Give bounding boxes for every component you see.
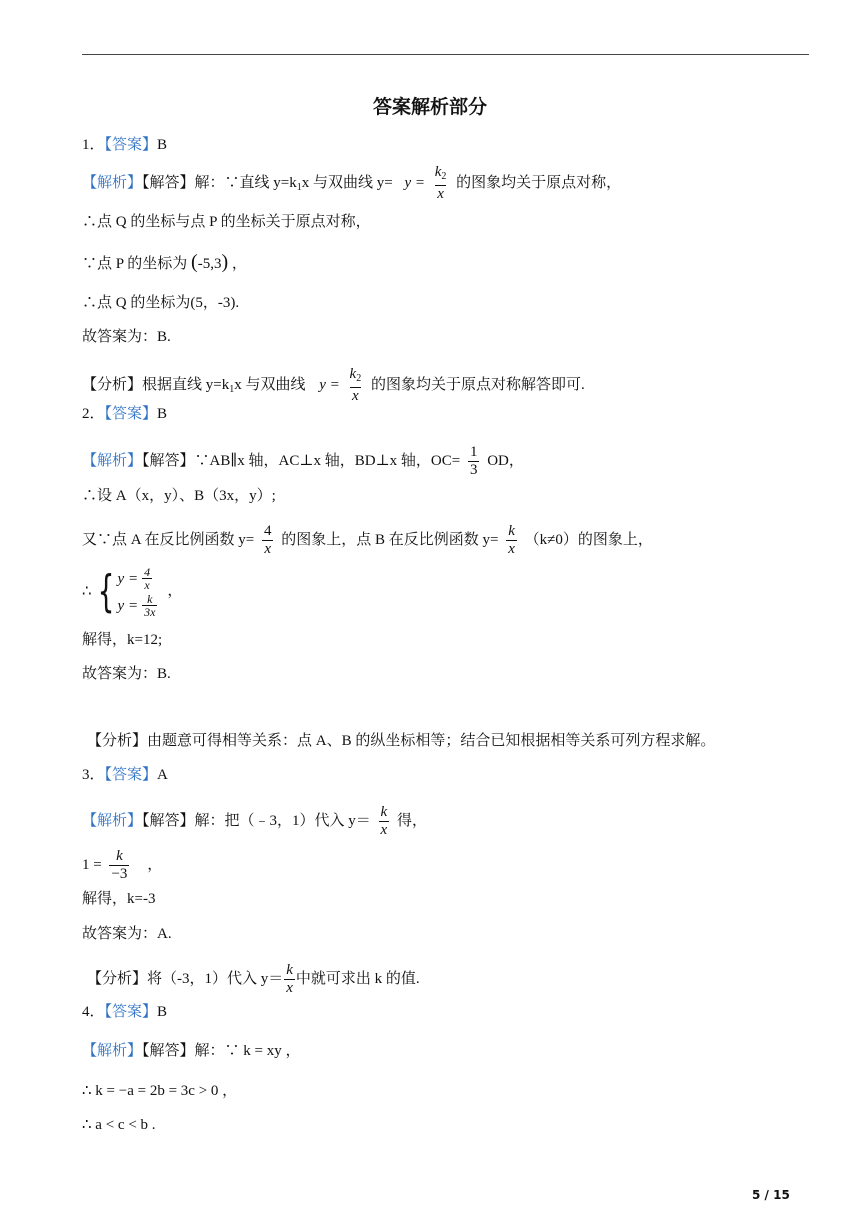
q4-jiexi-tag: 【解析】 (82, 1043, 143, 1059)
q1-fraction: $\frac{k_2}{x}$ (434, 164, 447, 202)
q3-answer-line (82, 765, 168, 785)
q3-fraction-k-over-minus3: $\frac{k}{-3}$ (111, 848, 128, 882)
q1-formula-lhs: y = (404, 174, 425, 191)
q1-solution-line-3: ∵点 P 的坐标为 (-5,3) ， (82, 251, 247, 273)
q3-solution-line-1: 【解析】【解答】解：把（﹣3，1）代入 y＝ $\frac{k}{x}$ 得， (82, 804, 427, 838)
q3-solution-line-3: 解得，k=-3 (82, 891, 156, 907)
q1-text: 的图象均关于原点对称， (456, 174, 622, 191)
q1-text: x 与双曲线 y= (301, 174, 393, 191)
q3-answer: A (157, 767, 168, 783)
q3-number: 3． (82, 767, 105, 783)
q1-subscript: 1 (296, 181, 302, 193)
q1-answer-line (82, 135, 167, 155)
q1-solution-line-2: ∴点 Q 的坐标与点 P 的坐标关于原点对称， (82, 214, 371, 230)
q2-fraction-4-over-x: $\frac{4}{x}$ (263, 523, 272, 557)
q4-answer-line (82, 1002, 167, 1022)
page-number: 5 / 15 (752, 1188, 790, 1202)
header-rule (82, 54, 809, 55)
q2-solution-line-6: 故答案为：B. (82, 666, 171, 682)
q1-jiexi-tag: 【解析】 (82, 174, 143, 191)
q2-answer-tag: 【答案】 (104, 406, 158, 422)
q4-solution-line-1: 【解析】【解答】解：∵ k = xy ， (82, 1043, 301, 1059)
q2-fraction-one-third: $\frac{1}{3}$ (469, 444, 478, 478)
q2-answer-line (82, 404, 167, 424)
q3-solution-line-2: 1 = $\frac{k}{-3}$ ， (82, 848, 163, 882)
q1-solution-line-5: 故答案为：B. (82, 329, 171, 345)
q3-solution-line-4: 故答案为：A. (82, 926, 172, 942)
q2-equation-system: ∴ { y = $\frac{4}{x}$ y = $\frac{k}{3x}$ ， (82, 565, 183, 619)
q2-solution-line-5: 解得，k=12; (82, 632, 163, 648)
q4-answer-tag: 【答案】 (104, 1004, 158, 1020)
q1-analysis-fraction: $\frac{k_2}{x}$ (349, 366, 362, 404)
q1-answer: B (157, 137, 168, 153)
q2-jiexi-tag: 【解析】 (82, 452, 143, 469)
page-title: 答案解析部分 (372, 96, 487, 118)
q2-solution-line-2: ∴设 A（x，y）、B（3x，y）; (82, 488, 276, 504)
q3-jiexi-tag: 【解析】 (82, 812, 143, 829)
q1-number: 1． (82, 137, 105, 153)
q1-answer-tag: 【答案】 (104, 137, 158, 153)
q1-solution-line-1 (82, 164, 621, 203)
q1-analysis: 【分析】根据直线 $y=k_1x$ 与双曲线 y = $\frac{k_2}{x}$ 的图象均关于原点对称解答即可. (82, 366, 585, 404)
q2-solution-line-3: 又∵点 A 在反比例函数 y= $\frac{4}{x}$ 的图象上，点 B 在反比例函数 y= $\frac{k}{x}$ （k≠0）的图象上， (82, 523, 653, 557)
q4-solution-line-2: ∴ k = −a = 2b = 3c > 0 ， (82, 1083, 238, 1099)
q2-number: 2． (82, 406, 105, 422)
q4-number: 4． (82, 1004, 105, 1020)
q4-answer: B (157, 1004, 168, 1020)
q2-analysis: 【分析】由题意可得相等关系：点 A、B 的纵坐标相等；结合已知根据相等关系可列方程求解。 (87, 733, 716, 749)
q1-text: 【解答】解：∵直线 y=k (142, 174, 297, 191)
q3-answer-tag: 【答案】 (104, 767, 158, 783)
q1-solution-line-4: ∴点 Q 的坐标为(5，-3). (82, 295, 240, 311)
q2-fraction-k-over-x: $\frac{k}{x}$ (508, 523, 515, 557)
q3-fraction-k-over-x: $\frac{k}{x}$ (380, 804, 388, 838)
q2-solution-line-1: 【解析】【解答】∵AB∥x 轴，AC⊥x 轴，BD⊥x 轴，OC= $\frac{1}{3}$ OD， (82, 444, 524, 478)
q4-solution-line-3: ∴ a < c < b . (82, 1117, 156, 1133)
q1-point-p: -5,3 (197, 256, 222, 272)
q2-answer: B (157, 406, 168, 422)
q3-analysis: 【分析】将（-3，1）代入 y＝ $\frac{k}{x}$ 中就可求出 k 的值. (87, 962, 420, 996)
